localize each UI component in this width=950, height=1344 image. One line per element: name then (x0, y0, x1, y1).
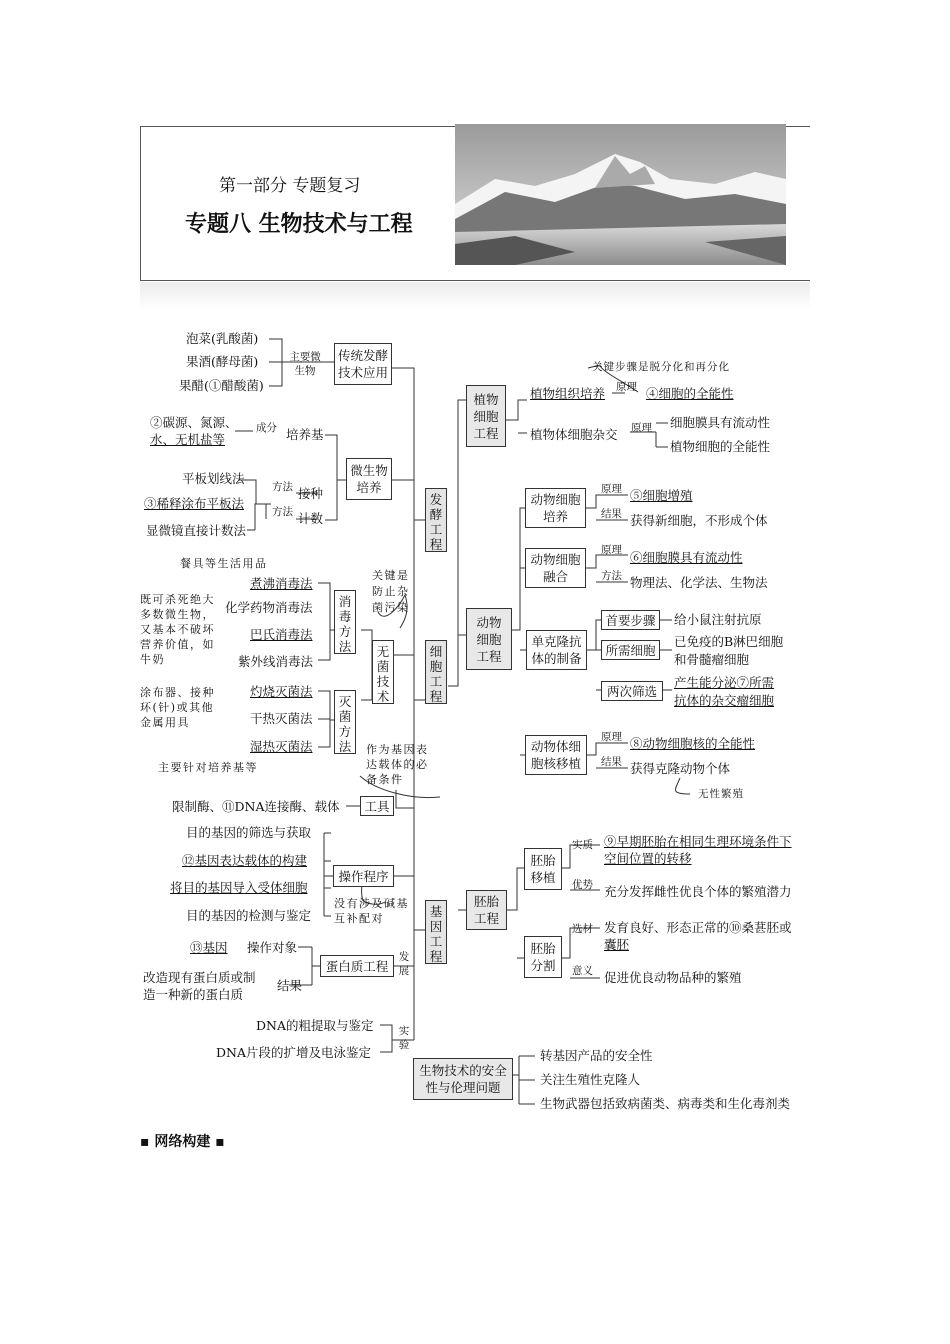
sterile-note-1b: 环(针)或其他 (140, 701, 215, 714)
box-embryo-transfer: 胚胎移植 (524, 848, 562, 890)
safety-3: 生物武器包括致病菌类、病毒类和生化毒剂类 (540, 1096, 791, 1111)
somatic-hybrid: 植物体细胞杂交 (530, 427, 618, 442)
box-aseptic: 无菌技术 (372, 640, 394, 704)
chapter-title: 专题八 生物技术与工程 (185, 212, 413, 237)
exp-2: DNA片段的扩增及电泳鉴定 (216, 1045, 371, 1060)
box-nuclear-transfer: 动物体细胞核移植 (525, 735, 587, 775)
mab-cells-text-1: 已免疫的B淋巴细胞 (674, 634, 784, 649)
hybrid-item-1: 细胞膜具有流动性 (670, 415, 771, 430)
mab-cells: 所需细胞 (601, 640, 660, 660)
node-ferment-engineering: 发酵工程 (425, 488, 447, 552)
tools-note-2: 达载体的必 (366, 758, 429, 771)
fusion-r2: 物理法、化学法、生物法 (630, 575, 768, 590)
fusion-l2: 方法 (601, 570, 622, 582)
mab-cells-text-2: 和骨髓瘤细胞 (674, 652, 750, 667)
hybrid-item-2: 植物细胞的全能性 (670, 439, 771, 454)
culture-l2: 结果 (601, 508, 622, 520)
split-l2: 意义 (572, 965, 593, 977)
step-4: 目的基因的检测与鉴定 (186, 908, 312, 923)
ferment-link-microbe: 主要微生物 (289, 351, 321, 377)
fusion-r1: ⑥细胞膜具有流动性 (630, 550, 743, 565)
node-gene-engineering: 基因工程 (425, 900, 447, 964)
protein-target-link: 操作对象 (247, 940, 298, 955)
hybrid-link: 原理 (631, 422, 652, 434)
dis-pasteur: 巴氏消毒法 (250, 627, 313, 642)
node-safety-ethics: 生物技术的安全性与伦理问题 (413, 1058, 513, 1100)
inoc-label: 接种 (298, 486, 324, 501)
box-tools: 工具 (360, 796, 394, 816)
method-spread: ③稀释涂布平板法 (144, 496, 245, 511)
ster-dry: 干热灭菌法 (250, 711, 313, 726)
culture-r1: ⑤细胞增殖 (630, 488, 693, 503)
ferment-item-wine: 果酒(酵母菌) (186, 354, 259, 369)
split-r1b: 囊胚 (604, 937, 630, 952)
medium-item-2: 水、无机盐等 (150, 432, 226, 447)
protein-side-label: 发展 (398, 951, 410, 977)
transfer-l1: 实质 (572, 839, 593, 851)
disinfect-note-2a: 既可杀死绝大 (140, 593, 215, 606)
tools-items: 限制酶、⑪DNA连接酶、载体 (172, 799, 340, 814)
nuclear-l2: 结果 (601, 756, 622, 768)
dis-uv: 紫外线消毒法 (238, 654, 314, 669)
dis-chem: 化学药物消毒法 (225, 600, 313, 615)
safety-2: 关注生殖性克隆人 (540, 1072, 641, 1087)
disinfect-note-1: 餐具等生活用品 (180, 557, 268, 570)
disinfect-note-2c: 又基本不破坏 (140, 623, 215, 636)
transfer-r1a: ⑨早期胚胎在相同生理环境条件下 (604, 834, 792, 849)
bullet-icon: ▪ (210, 1134, 225, 1150)
protein-result-link: 结果 (277, 978, 303, 993)
exp-side-label: 实验 (398, 1025, 410, 1051)
box-procedure: 操作程序 (333, 865, 394, 887)
split-r1a: 发育良好、形态正常的⑩桑葚胚或 (604, 920, 792, 935)
method-count: 显微镜直接计数法 (146, 523, 247, 538)
protein-target: ⑬基因 (190, 940, 228, 955)
bullet-icon: ▪ (140, 1134, 155, 1150)
box-microbe-culture: 微生物培养 (346, 458, 392, 500)
box-embryo-split: 胚胎分割 (524, 936, 562, 978)
method-streak: 平板划线法 (182, 471, 245, 486)
box-traditional-ferment: 传统发酵技术应用 (334, 343, 392, 385)
mab-screen: 两次筛选 (601, 681, 663, 701)
protein-result-1: 改造现有蛋白质或制 (143, 970, 256, 985)
nuclear-r2: 获得克隆动物个体 (630, 761, 731, 776)
transfer-r1b: 空间位置的转移 (604, 851, 692, 866)
aseptic-note: 关键是防止杂菌污染 (372, 569, 410, 614)
tools-note-1: 作为基因表 (366, 743, 429, 756)
box-animal-fusion: 动物细胞融合 (525, 548, 586, 588)
section-footer (140, 1131, 225, 1151)
box-sterilize: 灭菌方法 (334, 690, 356, 754)
step-1: 目的基因的筛选与获取 (186, 825, 312, 840)
dis-boil: 煮沸消毒法 (250, 576, 313, 591)
step-3: 将目的基因导入受体细胞 (170, 880, 308, 895)
ster-wet: 湿热灭菌法 (250, 739, 313, 754)
tissue-culture: 植物组织培养 (530, 386, 606, 401)
tissue-note: 关键步骤是脱分化和再分化 (592, 361, 730, 373)
culture-r2: 获得新细胞，不形成个体 (630, 513, 768, 528)
box-protein-engineering: 蛋白质工程 (320, 955, 394, 977)
protein-result-2: 造一种新的蛋白质 (143, 987, 244, 1002)
mab-step-first-text: 给小鼠注射抗原 (674, 612, 762, 627)
procedure-note-1: 没有涉及碱基 (334, 897, 409, 910)
sterile-note-1c: 金属用具 (140, 716, 190, 729)
box-monoclonal: 单克隆抗体的制备 (526, 630, 587, 670)
ferment-item-vinegar: 果醋(①醋酸菌) (179, 378, 264, 393)
nuclear-l1: 原理 (601, 731, 622, 743)
medium-link: 成分 (256, 422, 277, 434)
step-2: ⑫基因表达载体的构建 (182, 853, 308, 868)
transfer-l2: 优势 (572, 879, 593, 891)
nuclear-r1: ⑧动物细胞核的全能性 (630, 736, 756, 751)
culture-l1: 原理 (601, 483, 622, 495)
count-label: 计数 (298, 511, 324, 526)
sterile-note-2: 主要针对培养基等 (158, 761, 258, 774)
exp-1: DNA的粗提取与鉴定 (256, 1018, 374, 1033)
tools-note-3: 备条件 (366, 773, 404, 786)
box-animal-culture: 动物细胞培养 (525, 488, 586, 528)
split-l1: 选材 (572, 923, 593, 935)
nuclear-note: 无性繁殖 (698, 788, 744, 800)
method-link-1: 方法 (272, 481, 293, 493)
procedure-note-2: 互补配对 (334, 912, 384, 925)
footer-title: 网络构建 (154, 1134, 211, 1150)
medium-item-1: ②碳源、氮源、 (150, 415, 238, 430)
transfer-r2: 充分发挥雌性优良个体的繁殖潜力 (604, 884, 792, 899)
node-cell-engineering: 细胞工程 (425, 640, 447, 704)
mab-screen-text-1: 产生能分泌⑦所需 (674, 675, 775, 690)
sterile-note-1a: 涂布器、接种 (140, 686, 215, 699)
chapter-subtitle: 第一部分 专题复习 (219, 176, 361, 196)
disinfect-note-2b: 多数微生物， (140, 608, 215, 621)
box-plant-cell-eng: 植物细胞工程 (466, 385, 506, 447)
split-r2: 促进优良动物品种的繁殖 (604, 970, 742, 985)
mab-screen-text-2: 抗体的杂交瘤细胞 (674, 693, 775, 708)
disinfect-note-2d: 营养价值，如 (140, 638, 215, 651)
ster-burn: 灼烧灭菌法 (250, 684, 313, 699)
tissue-result: ④细胞的全能性 (646, 386, 734, 401)
box-embryo-eng: 胚胎工程 (466, 890, 507, 930)
disinfect-note-2e: 牛奶 (140, 653, 165, 666)
method-link-2: 方法 (272, 506, 293, 518)
box-animal-cell-eng: 动物细胞工程 (466, 608, 512, 670)
tissue-link: 原理 (616, 381, 637, 393)
medium-label: 培养基 (286, 427, 324, 442)
box-disinfect: 消毒方法 (334, 590, 356, 654)
mab-step-first: 首要步骤 (601, 610, 660, 630)
ferment-item-pickle: 泡菜(乳酸菌) (186, 331, 259, 346)
fusion-l1: 原理 (601, 544, 622, 556)
safety-1: 转基因产品的安全性 (540, 1048, 653, 1063)
